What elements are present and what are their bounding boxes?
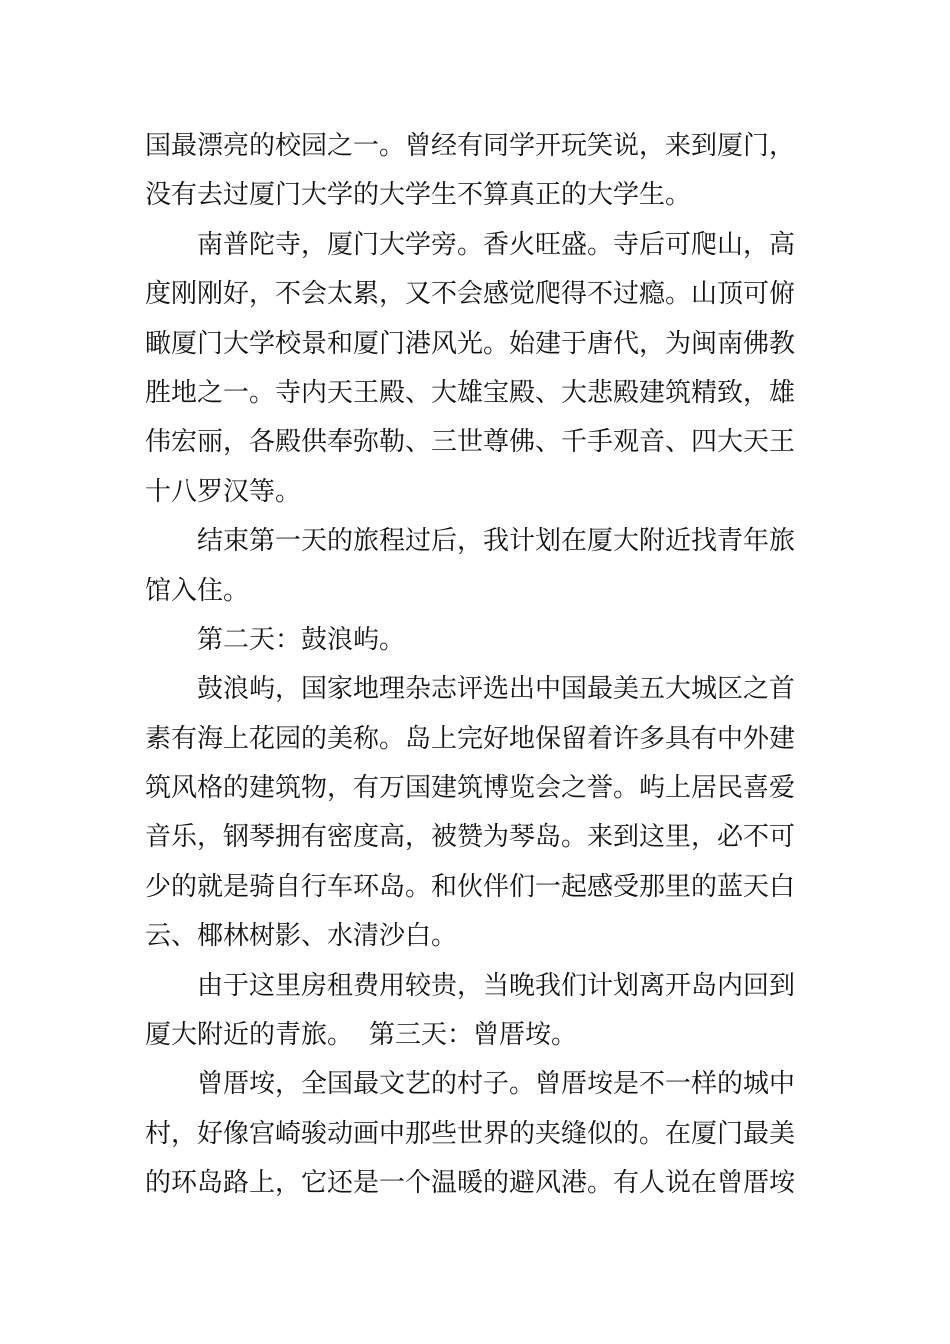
text-line: 馆入住。 xyxy=(145,575,250,606)
paragraph-first-line: 结束第一天的旅程过后，我计划在厦大附近找青年旅 xyxy=(197,526,796,557)
paragraph-first-line: 曾厝垵，全国最文艺的村子。曾厝垵是不一样的城中 xyxy=(197,1069,796,1100)
text-line: 伟宏丽，各殿供奉弥勒、三世尊佛、千手观音、四大天王 xyxy=(145,427,796,458)
text-line: 胜地之一。寺内天王殿、大雄宝殿、大悲殿建筑精致，雄 xyxy=(145,377,796,408)
text-line: 云、椰林树影、水清沙白。 xyxy=(145,921,458,952)
body-text xyxy=(145,122,807,1209)
text-line: 音乐，钢琴拥有密度高，被赞为琴岛。来到这里，必不可 xyxy=(145,822,796,853)
paragraph-first-line: 南普陀寺，厦门大学旁。香火旺盛。寺后可爬山，高 xyxy=(197,229,796,260)
text-line: 没有去过厦门大学的大学生不算真正的大学生。 xyxy=(145,180,692,211)
text-line: 的环岛路上，它还是一个温暖的避风港。有人说在曾厝垵 xyxy=(145,1168,796,1199)
paragraph-first-line: 鼓浪屿，国家地理杂志评选出中国最美五大城区之首 xyxy=(197,674,796,705)
paragraph-first-line: 由于这里房租费用较贵，当晚我们计划离开岛内回到 xyxy=(197,970,796,1001)
day-heading: 第三天：曾厝垵。 xyxy=(369,1020,578,1051)
text-line: 筑风格的建筑物，有万国建筑博览会之誉。屿上居民喜爱 xyxy=(145,773,796,804)
text-line: 十八罗汉等。 xyxy=(145,476,302,507)
text-line: 素有海上花园的美称。岛上完好地保留着许多具有中外建 xyxy=(145,723,796,754)
text-line-with-heading xyxy=(145,1011,807,1060)
text-line: 国最漂亮的校园之一。曾经有同学开玩笑说，来到厦门， xyxy=(145,131,796,161)
text-line-part: 厦大附近的青旅。 xyxy=(145,1020,354,1051)
text-line: 度刚刚好，不会太累，又不会感觉爬得不过瘾。山顶可俯 xyxy=(145,279,796,310)
text-line: 村，好像宫崎骏动画中那些世界的夹缝似的。在厦门最美 xyxy=(145,1118,796,1149)
text-line: 瞰厦门大学校景和厦门港风光。始建于唐代，为闽南佛教 xyxy=(145,328,796,359)
day-heading: 第二天：鼓浪屿。 xyxy=(197,624,406,655)
text-line: 少的就是骑自行车环岛。和伙伴们一起感受那里的蓝天白 xyxy=(145,871,796,902)
